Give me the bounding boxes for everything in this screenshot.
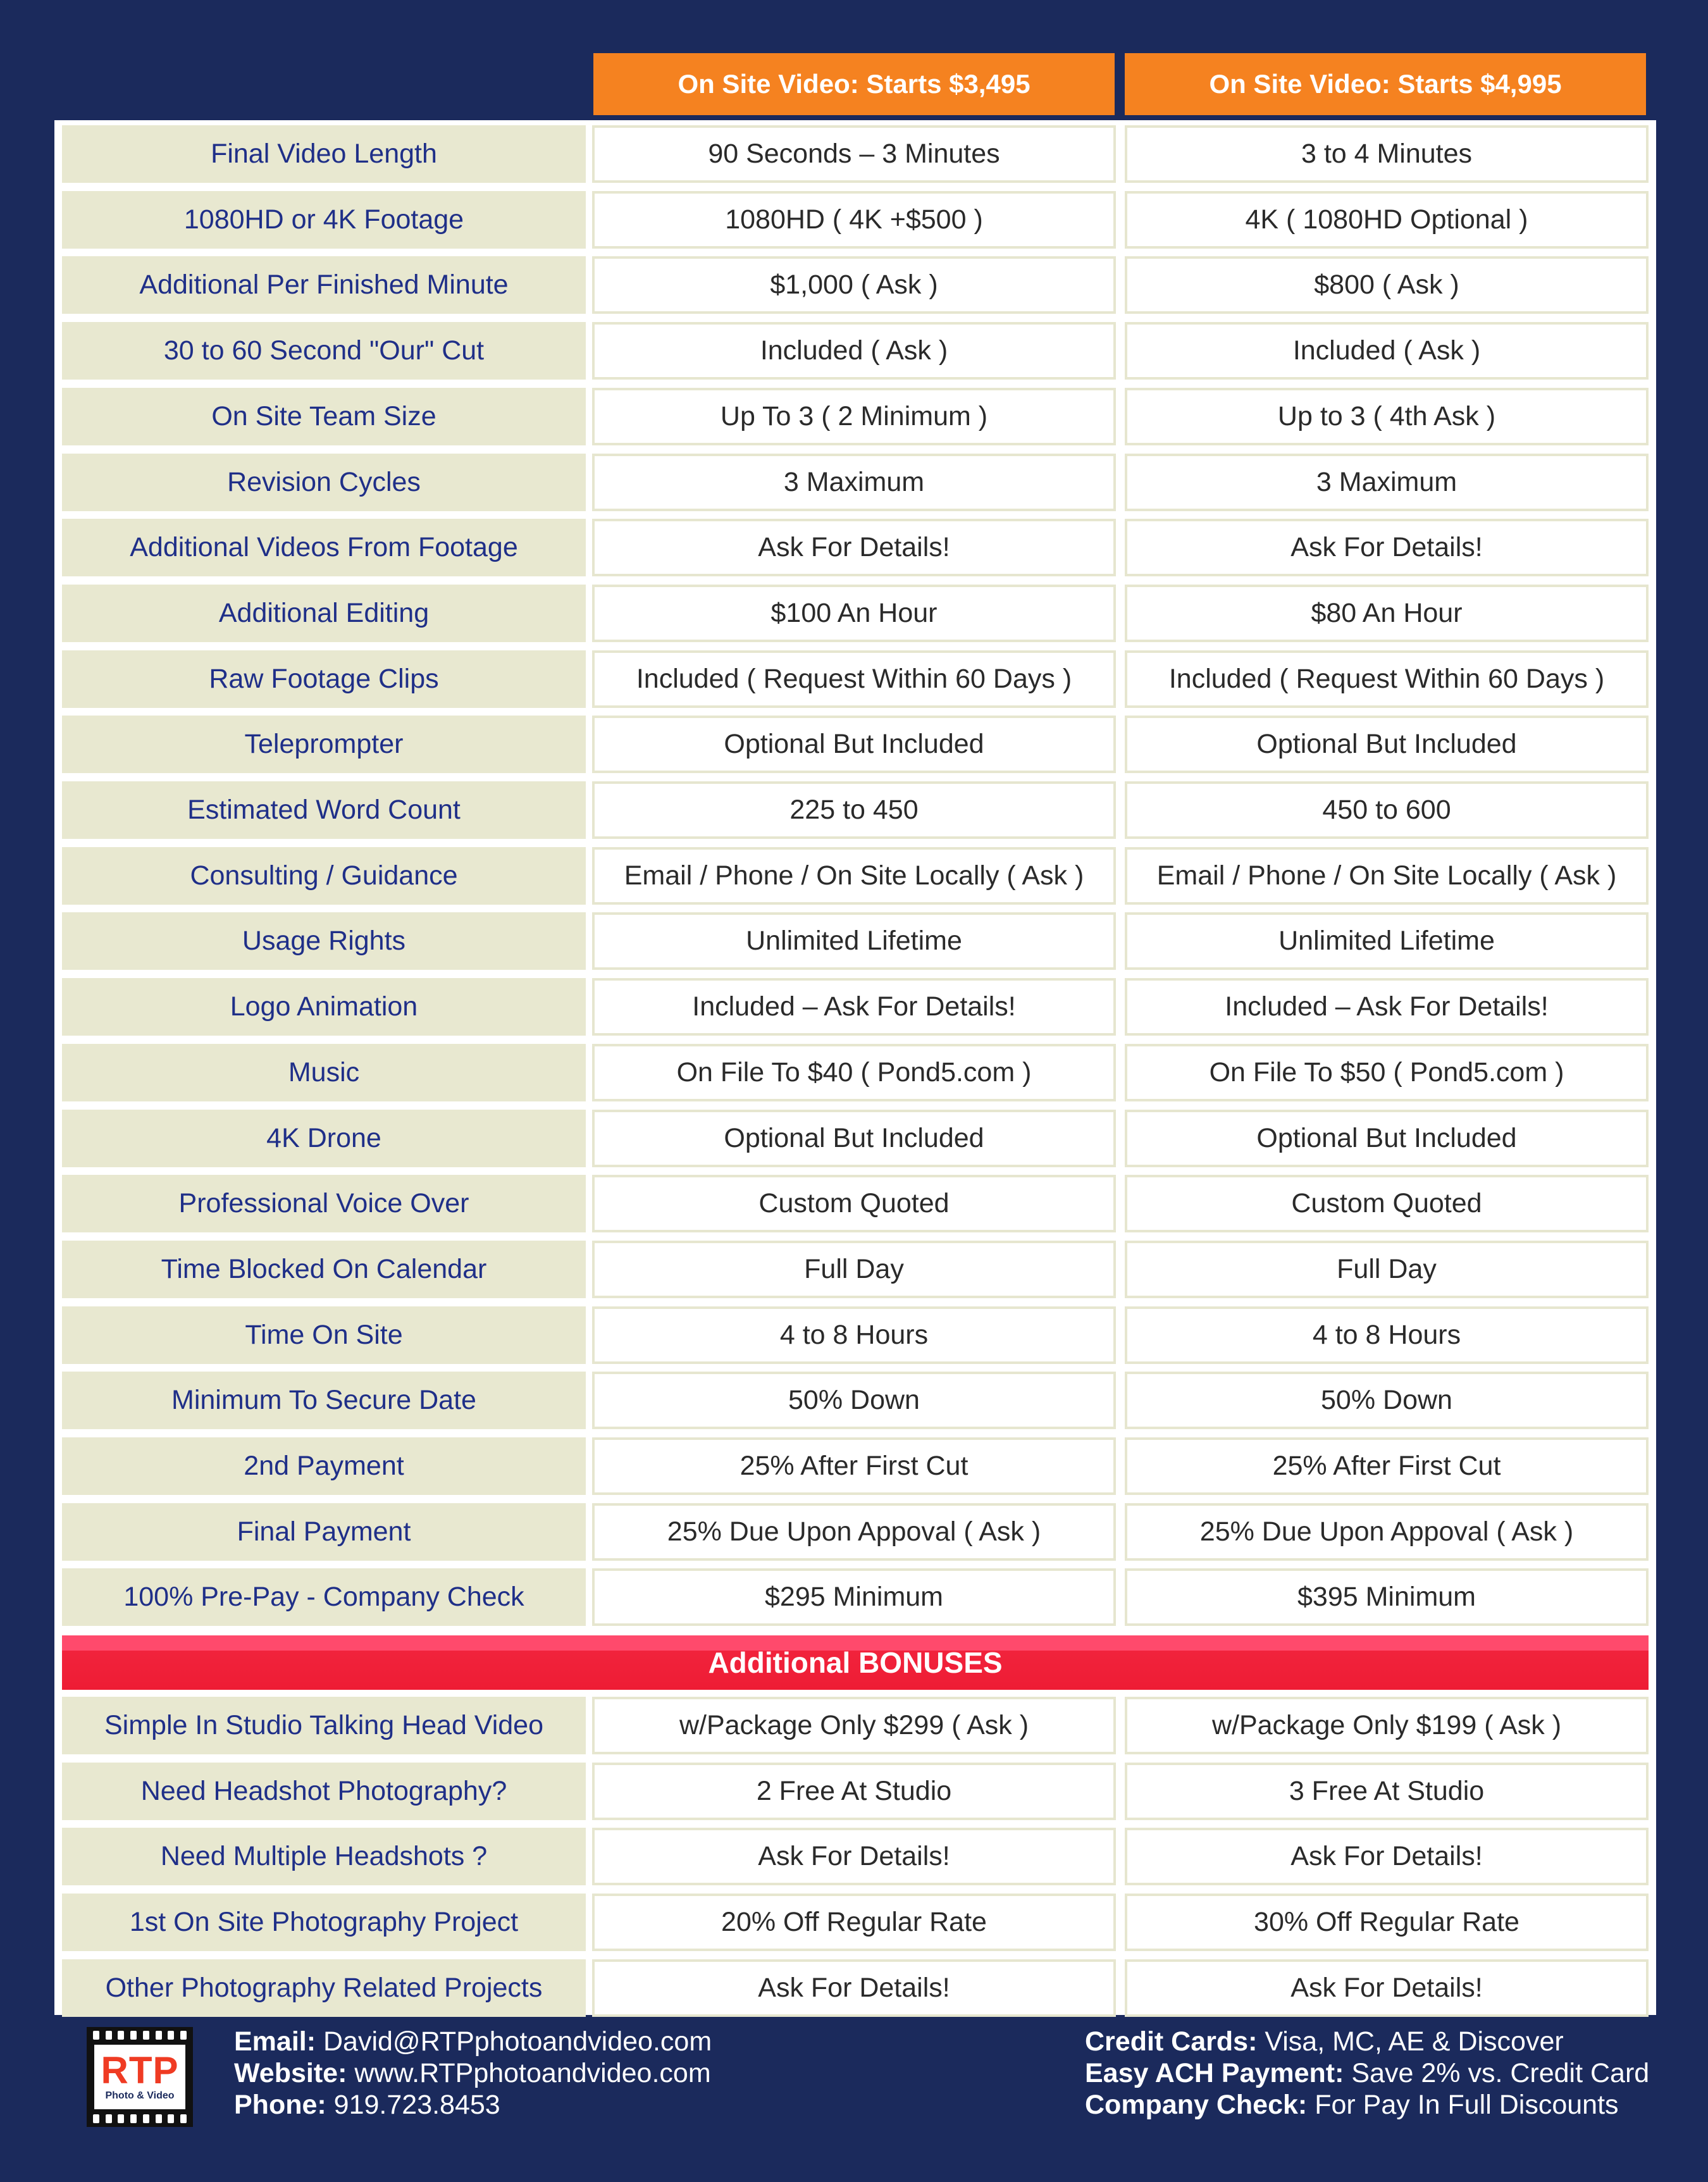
row-value-premium: Full Day: [1125, 1241, 1649, 1298]
row-label: Time Blocked On Calendar: [62, 1241, 586, 1298]
row-value-basic: $295 Minimum: [592, 1568, 1116, 1626]
row-value-basic: Email / Phone / On Site Locally ( Ask ): [592, 847, 1116, 905]
row-label: 100% Pre-Pay - Company Check: [62, 1568, 586, 1626]
row-value-premium: 25% Due Upon Appoval ( Ask ): [1125, 1503, 1649, 1561]
table-row: [62, 1437, 1649, 1495]
row-label: Additional Editing: [62, 585, 586, 642]
table-row: [62, 1894, 1649, 1951]
company-check-line: Company Check: For Pay In Full Discounts: [1085, 2090, 1619, 2120]
logo-subtext: Photo & Video: [105, 2090, 175, 2101]
film-strip-bottom: [93, 2114, 187, 2123]
row-value-premium: Included – Ask For Details!: [1125, 978, 1649, 1036]
row-label: 2nd Payment: [62, 1437, 586, 1495]
email-link[interactable]: David@RTPphotoandvideo.com: [323, 2026, 712, 2057]
row-value-premium: Unlimited Lifetime: [1125, 912, 1649, 970]
row-label: 1st On Site Photography Project: [62, 1894, 586, 1951]
row-label: Raw Footage Clips: [62, 650, 586, 708]
row-label: Minimum To Secure Date: [62, 1372, 586, 1429]
row-label: Professional Voice Over: [62, 1175, 586, 1232]
bonus-section-header: Additional BONUSES: [62, 1635, 1649, 1690]
row-value-basic: Included – Ask For Details!: [592, 978, 1116, 1036]
table-row: [62, 912, 1649, 970]
row-value-basic: 25% After First Cut: [592, 1437, 1116, 1495]
row-value-premium: Included ( Ask ): [1125, 322, 1649, 380]
row-value-premium: Optional But Included: [1125, 716, 1649, 773]
table-row: [62, 847, 1649, 905]
table-row: [62, 978, 1649, 1036]
row-label: Estimated Word Count: [62, 781, 586, 839]
row-label: Simple In Studio Talking Head Video: [62, 1697, 586, 1754]
row-label: Final Payment: [62, 1503, 586, 1561]
row-label: Additional Per Finished Minute: [62, 256, 586, 314]
table-row: [62, 1763, 1649, 1820]
table-row: [62, 1697, 1649, 1754]
row-label: On Site Team Size: [62, 388, 586, 445]
ach-line: Easy ACH Payment: Save 2% vs. Credit Card: [1085, 2058, 1650, 2088]
row-label: Logo Animation: [62, 978, 586, 1036]
row-value-premium: $800 ( Ask ): [1125, 256, 1649, 314]
row-label: Need Headshot Photography?: [62, 1763, 586, 1820]
row-value-premium: Ask For Details!: [1125, 1959, 1649, 2017]
table-row: [62, 585, 1649, 642]
table-row: [62, 1503, 1649, 1561]
row-value-premium: 25% After First Cut: [1125, 1437, 1649, 1495]
row-value-premium: Custom Quoted: [1125, 1175, 1649, 1232]
table-row: [62, 388, 1649, 445]
row-value-basic: 3 Maximum: [592, 454, 1116, 511]
website-link[interactable]: www.RTPphotoandvideo.com: [354, 2058, 711, 2088]
film-strip-top: [93, 2031, 187, 2040]
package-header-3495: On Site Video: Starts $3,495: [593, 53, 1115, 115]
row-value-basic: Up To 3 ( 2 Minimum ): [592, 388, 1116, 445]
table-row: [62, 716, 1649, 773]
row-label: Consulting / Guidance: [62, 847, 586, 905]
row-label: 4K Drone: [62, 1110, 586, 1167]
row-value-basic: Ask For Details!: [592, 519, 1116, 576]
row-value-basic: $1,000 ( Ask ): [592, 256, 1116, 314]
phone-line: Phone: 919.723.8453: [234, 2090, 500, 2120]
row-value-basic: 50% Down: [592, 1372, 1116, 1429]
row-value-basic: On File To $40 ( Pond5.com ): [592, 1044, 1116, 1101]
row-value-basic: w/Package Only $299 ( Ask ): [592, 1697, 1116, 1754]
row-label: Revision Cycles: [62, 454, 586, 511]
table-row: [62, 1110, 1649, 1167]
row-value-basic: Included ( Ask ): [592, 322, 1116, 380]
table-row: [62, 1568, 1649, 1626]
row-label: Usage Rights: [62, 912, 586, 970]
row-label: Music: [62, 1044, 586, 1101]
row-label: Need Multiple Headshots ?: [62, 1828, 586, 1885]
row-value-basic: 20% Off Regular Rate: [592, 1894, 1116, 1951]
row-value-premium: Up to 3 ( 4th Ask ): [1125, 388, 1649, 445]
row-value-premium: 4 to 8 Hours: [1125, 1306, 1649, 1364]
table-row: [62, 1828, 1649, 1885]
contact-info: [234, 2026, 712, 2121]
row-value-basic: 225 to 450: [592, 781, 1116, 839]
table-row: [62, 1372, 1649, 1429]
row-value-premium: Optional But Included: [1125, 1110, 1649, 1167]
website-line: Website: www.RTPphotoandvideo.com: [234, 2058, 711, 2088]
pricing-table: [54, 120, 1656, 2015]
row-value-basic: Optional But Included: [592, 1110, 1116, 1167]
row-value-premium: w/Package Only $199 ( Ask ): [1125, 1697, 1649, 1754]
row-value-basic: Ask For Details!: [592, 1959, 1116, 2017]
row-value-premium: On File To $50 ( Pond5.com ): [1125, 1044, 1649, 1101]
row-label: 30 to 60 Second "Our" Cut: [62, 322, 586, 380]
credit-cards-line: Credit Cards: Visa, MC, AE & Discover: [1085, 2026, 1564, 2057]
row-value-basic: 90 Seconds – 3 Minutes: [592, 125, 1116, 183]
table-row: [62, 256, 1649, 314]
row-value-premium: 30% Off Regular Rate: [1125, 1894, 1649, 1951]
row-value-premium: 50% Down: [1125, 1372, 1649, 1429]
row-value-basic: Unlimited Lifetime: [592, 912, 1116, 970]
row-value-premium: $395 Minimum: [1125, 1568, 1649, 1626]
row-label: Other Photography Related Projects: [62, 1959, 586, 2017]
table-row: [62, 1306, 1649, 1364]
row-value-premium: Ask For Details!: [1125, 519, 1649, 576]
row-value-basic: Optional But Included: [592, 716, 1116, 773]
row-value-basic: Ask For Details!: [592, 1828, 1116, 1885]
row-label: 1080HD or 4K Footage: [62, 191, 586, 249]
email-line: Email: David@RTPphotoandvideo.com: [234, 2026, 712, 2057]
row-value-premium: 3 Maximum: [1125, 454, 1649, 511]
row-label: Time On Site: [62, 1306, 586, 1364]
table-row: [62, 1241, 1649, 1298]
row-value-premium: Included ( Request Within 60 Days ): [1125, 650, 1649, 708]
row-value-basic: Full Day: [592, 1241, 1116, 1298]
row-value-basic: Included ( Request Within 60 Days ): [592, 650, 1116, 708]
payment-info: [1085, 2026, 1649, 2121]
package-header-4995: On Site Video: Starts $4,995: [1125, 53, 1646, 115]
table-row: [62, 519, 1649, 576]
table-row: [62, 1044, 1649, 1101]
table-row: [62, 191, 1649, 249]
row-value-basic: 2 Free At Studio: [592, 1763, 1116, 1820]
logo-text: RTP: [101, 2049, 179, 2092]
row-value-basic: 25% Due Upon Appoval ( Ask ): [592, 1503, 1116, 1561]
table-row: [62, 1175, 1649, 1232]
row-label: Final Video Length: [62, 125, 586, 183]
row-value-premium: Ask For Details!: [1125, 1828, 1649, 1885]
row-value-premium: 450 to 600: [1125, 781, 1649, 839]
row-label: Additional Videos From Footage: [62, 519, 586, 576]
row-value-basic: 1080HD ( 4K +$500 ): [592, 191, 1116, 249]
rtp-logo: [87, 2027, 193, 2127]
row-value-basic: $100 An Hour: [592, 585, 1116, 642]
row-value-premium: 3 to 4 Minutes: [1125, 125, 1649, 183]
row-value-basic: 4 to 8 Hours: [592, 1306, 1116, 1364]
row-label: Teleprompter: [62, 716, 586, 773]
table-row: [62, 125, 1649, 183]
table-row: [62, 322, 1649, 380]
row-value-premium: $80 An Hour: [1125, 585, 1649, 642]
row-value-premium: Email / Phone / On Site Locally ( Ask ): [1125, 847, 1649, 905]
table-row: [62, 650, 1649, 708]
table-row: [62, 454, 1649, 511]
row-value-premium: 4K ( 1080HD Optional ): [1125, 191, 1649, 249]
row-value-basic: Custom Quoted: [592, 1175, 1116, 1232]
table-row: [62, 781, 1649, 839]
table-row: [62, 1959, 1649, 2017]
row-value-premium: 3 Free At Studio: [1125, 1763, 1649, 1820]
phone-number: 919.723.8453: [333, 2090, 500, 2120]
